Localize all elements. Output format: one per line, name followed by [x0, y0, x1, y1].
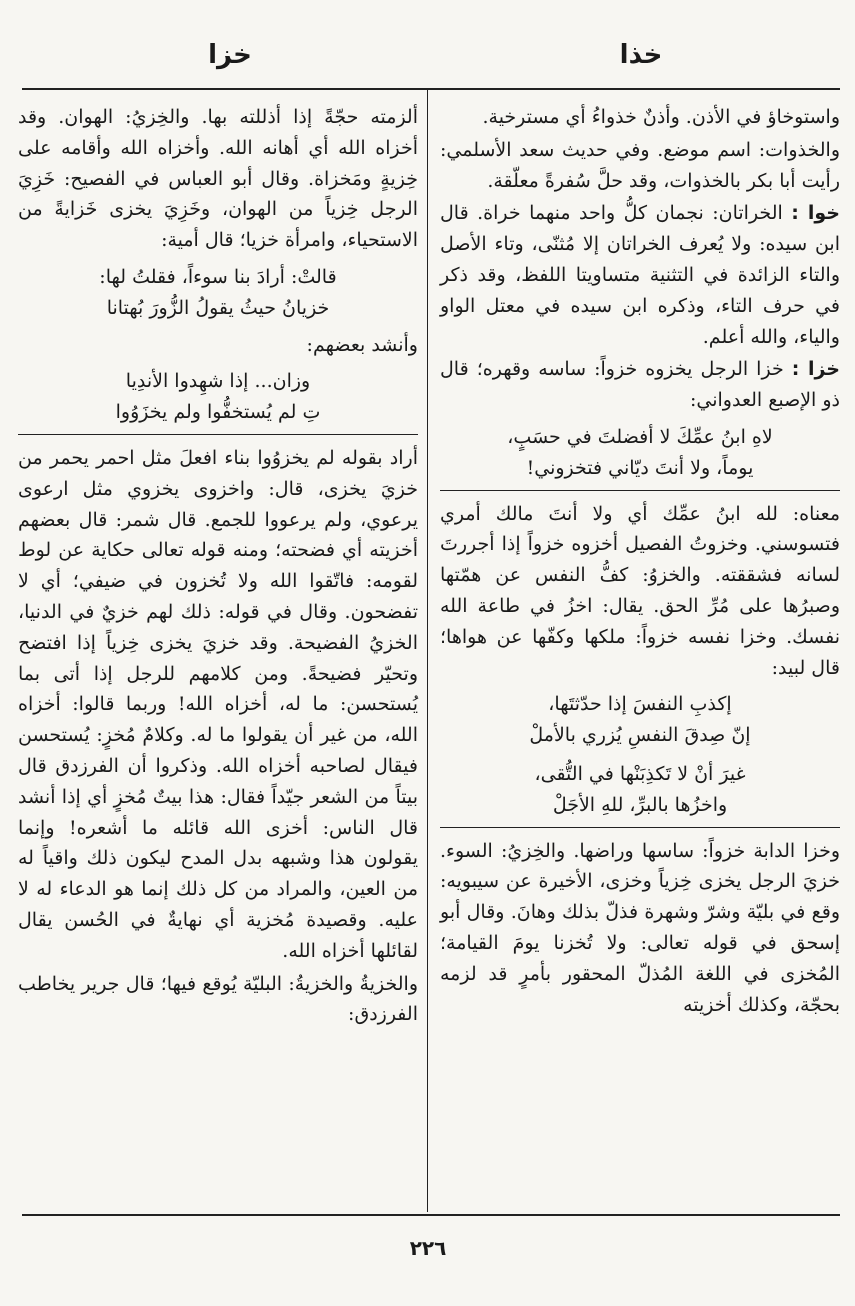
- entry: [440, 354, 840, 416]
- section-rule: [440, 490, 840, 491]
- verse-line: لاهِ ابنُ عمِّكَ لا أفضلتَ في حسَبٍ،: [507, 425, 773, 448]
- paragraph: ألزمته حجّةً إذا أذللته بها. والخِزيُ: الهوان. وقد أخزاه الله أي أهانه الله. وأخزاه الله وأقامه على خِزيةٍ ومَخزاة. وقال أبو العباس في الفصيح: خَزِيَ الرجل خِزياً من الهوان، وخَزِيَ يخزى خَزايةً من الاستحياء، وامرأة خزيا؛ قال أمية:: [18, 106, 418, 252]
- entry: [440, 198, 840, 352]
- left-running-head: خزا: [208, 40, 252, 70]
- footer-rule: [22, 1214, 840, 1216]
- verse-line: إنّ صِدقَ النفسِ يُزري بالأملْ: [529, 724, 751, 747]
- column-divider: [427, 90, 428, 1212]
- verse-line: يوماً، ولا أنتَ ديّاني فتخزوني!: [526, 456, 754, 479]
- poem: [440, 689, 840, 820]
- verse-line: غيرَ أنْ لا تَكذِبَنْها في التُّقى،: [534, 762, 746, 785]
- paragraph: معناه: لله ابنُ عمِّك أي ولا أنتَ مالك أمري فتسوسني. وخزوتُ الفصيل أخزوه خزواً إذا أجررتَ لسانه فشققته. والخزوُ: كفُّ النفس عن همّتها وصبرُها على مُرِّ الحق. يقال: اخزُ في طاعة الله نفسك. وخزا نفسه خزواً: ملكها وكفّها عن هواها؛ قال لبيد:: [440, 502, 840, 679]
- poem: [440, 422, 840, 484]
- paragraph: والخزيةُ والخزيةُ: البليّة يُوقع فيها؛ قال جرير يخاطب الفرزدق:: [18, 972, 418, 1026]
- section-rule: [18, 434, 418, 435]
- paragraph: أراد بقوله لم يخزوُوا بناء افعلَ مثل احمر يحمر من خزيَ يخزى، قال: واخزوى يخزوي مثل ارعوى يرعوي، ولم يرعووا للجمع. قال شمر: قال بعضهم أخزيته أي فضحته؛ ومنه قوله تعالى حكاية عن لوط لقومه: فاتّقوا الله ولا تُخزون في ضيفي؛ أي لا تفضحون. وقال في قوله: ذلك لهم خزيٌ في الدنيا، الخزيُ الفضيحة. وقد خزيَ يخزى خِزياً إذا افتضح وتحيّر فضيحةً. ومن كلامهم للرجل إذا أتى بما يُستحسن: ما له، أخزاه الله! وربما قالوا: أخزاه الله، من غير أن يقولوا ما له. وكلامٌ مُخزٍ: يُستحسن فيقال لصاحبه أخزاه الله. وذكروا أن الفرزدق قال بيتاً من الشعر جيّداً فقال: هذا بيتٌ مُخزٍ أي إذا أنشد قال الناس: أخزى الله قائله ما أشعره! وإنما يقولون هذا وشبهه بدل المدح ليكون ذلك واقياً له من العين، والمراد من كل ذلك إنما هو الدعاء له لا عليه. وقصيدة مُخزية أي نهايةٌ في الحُسن يقال لقائلها أخزاه الله.: [18, 446, 418, 962]
- right-column: [440, 102, 840, 1020]
- verse-line: خزيانُ حيثُ يقولُ الزُّورَ بُهتانا: [106, 296, 330, 319]
- verse-line: إكذبِ النفسَ إذا حدّثتَها،: [548, 693, 732, 716]
- verse-line: واخزُها بالبرِّ، للهِ الأجَلْ: [552, 793, 728, 816]
- verse-line: قالتْ: أرادَ بنا سوءاً، فقلتُ لها:: [99, 265, 337, 288]
- header-rule: [22, 88, 840, 90]
- poem: [18, 262, 418, 324]
- paragraph: واستوخاؤ في الأذن. وأذنٌ خذواءُ أي مسترخية.: [482, 106, 840, 128]
- paragraph: وأنشد بعضهم:: [306, 333, 418, 356]
- poem: [18, 366, 418, 428]
- entry-headword: خوا :: [791, 202, 840, 225]
- verse-line: تِ لم يُستخفُّوا ولم يخزَوُوا: [115, 401, 321, 424]
- section-rule: [440, 827, 840, 828]
- entry-text: خزا الرجل يخزوه خزواً: ساسه وقهره؛ قال ذو الإصبع العدواني:: [440, 358, 840, 412]
- paragraph: وخزا الدابة خزواً: ساسها وراضها. والخِزيُ: السوء. خزيَ الرجل يخزى خِزياً وخزى، الأخيرة عن سيبويه: وقع في بليّة وشرّ وشهرة فذلّ بذلك وهانَ. وقال أبو إسحق في قوله تعالى: ولا تُخزنا يومَ القيامة؛ المُخزى في اللغة المُذلّ المحقور بأمرٍ قد لزمه بحجّة، وكذلك أخزيته: [440, 839, 840, 1016]
- paragraph: والخذوات: اسم موضع. وفي حديث سعد الأسلمي: رأيت أبا بكر بالخذوات، وقد حلَّ سُفرةً معلّقة.: [440, 138, 840, 192]
- left-column: [18, 102, 418, 1030]
- right-running-head: خذا: [619, 40, 663, 70]
- verse-line: وزان... إذا شهِدوا الأندِيا: [125, 370, 311, 393]
- page-number: ٢٢٦: [409, 1236, 447, 1260]
- entry-headword: خزا :: [791, 358, 840, 381]
- entry-text: الخراتان: نجمان كلُّ واحد منهما خراة. قال ابن سيده: ولا يُعرف الخراتان إلا مُثنّى، وتاء الأصل والتاء الزائدة في التثنية متساويتا اللفظ، وقد ذكر في حرف التاء، وذكره ابن سيده في معتل الواو والياء، والله أعلم.: [440, 202, 840, 348]
